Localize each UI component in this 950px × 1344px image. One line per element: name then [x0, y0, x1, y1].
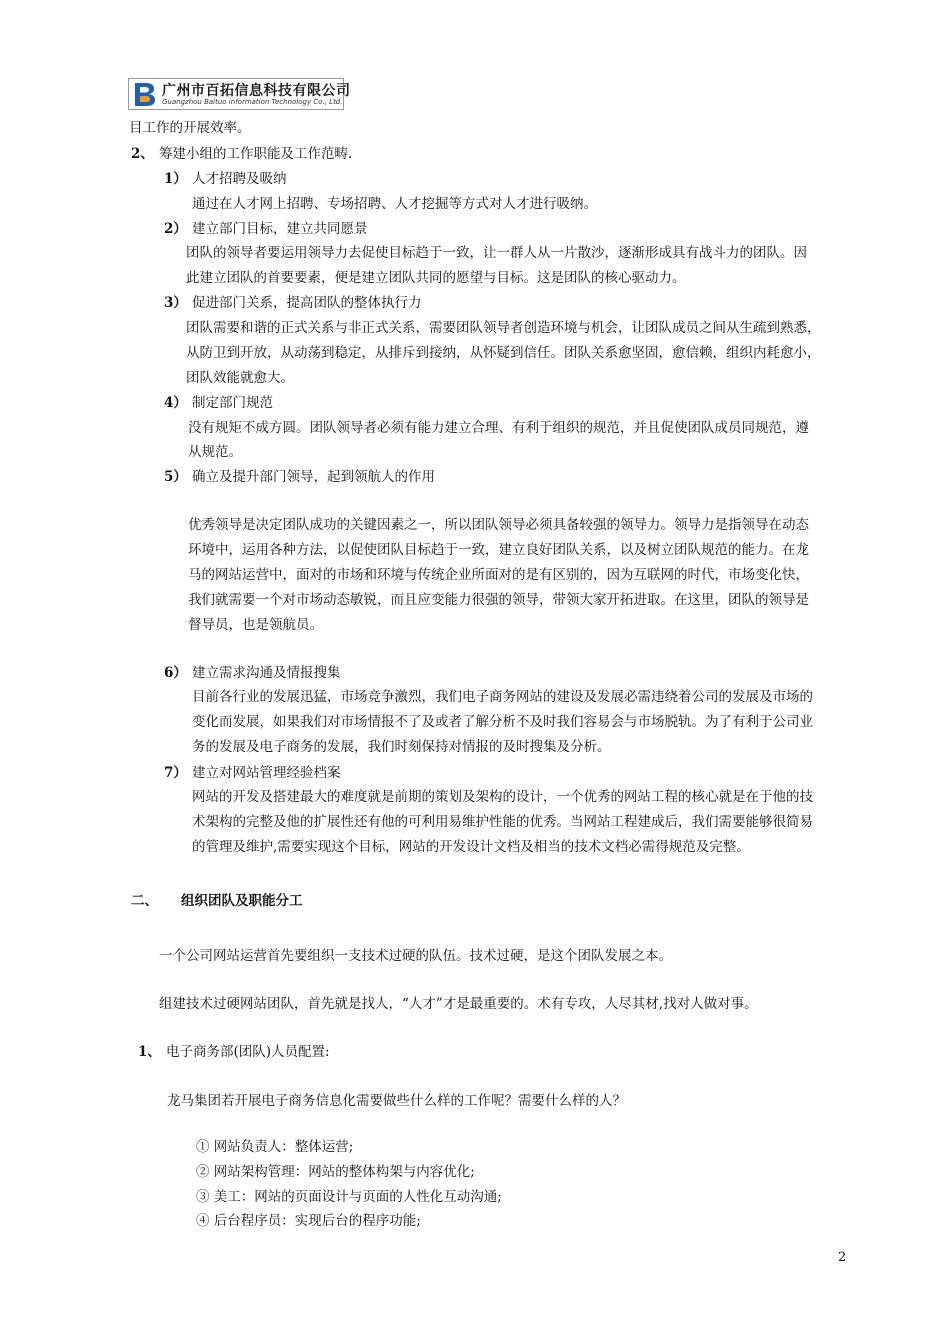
item-text: 团队效能就愈大。	[186, 370, 294, 386]
item-text: 此建立团队的首要要素，便是建立团队共同的愿望与目标。这是团队的核心驱动力。	[186, 270, 686, 286]
company-logo-mark-icon	[132, 81, 158, 108]
list-item: ③ 美工：网站的页面设计与页面的人性化互动沟通;	[196, 1189, 502, 1205]
item-number: 3）	[164, 295, 187, 311]
item-text: 我们就需要一个对市场动态敏锐，而且应变能力很强的领导，带领大家开拓进取。在这里，团队的领导是	[188, 592, 809, 608]
item-title: 建立部门目标，建立共同愿景	[192, 221, 368, 237]
item-number: 4）	[164, 395, 187, 411]
item-text: 从防卫到开放，从动荡到稳定，从排斥到接纳，从怀疑到信任。团队关系愈坚固，愈信赖，组织内耗愈小，	[186, 345, 821, 361]
subsection-heading: 电子商务部(团队)人员配置:	[166, 1044, 330, 1060]
section-heading: 筹建小组的工作职能及工作范畴.	[159, 146, 353, 162]
company-name-cn: 广州市百拓信息科技有限公司	[162, 83, 351, 99]
page-number: 2	[838, 1250, 847, 1265]
item-text: 优秀领导是决定团队成功的关键因素之一，所以团队领导必须具备较强的领导力。领导力是指领导在动态	[188, 517, 809, 533]
item-text: 从规范。	[188, 444, 242, 460]
item-number: 7）	[164, 765, 187, 781]
item-text: 网站的开发及搭建最大的难度就是前期的策划及架构的设计，一个优秀的网站工程的核心就是在于他的技	[192, 789, 813, 805]
item-title: 制定部门规范	[192, 395, 273, 411]
item-text: 务的发展及电子商务的发展，我们时刻保持对情报的及时搜集及分析。	[192, 739, 611, 755]
text-line: 目工作的开展效率。	[129, 120, 251, 136]
item-title: 建立对网站管理经验档案	[192, 765, 341, 781]
item-text: 通过在人才网上招聘、专场招聘、人才挖掘等方式对人才进行吸纳。	[192, 196, 597, 212]
item-text: 团队的领导者要运用领导力去促使目标趋于一致，让一群人从一片散沙，逐渐形成具有战斗力的团队。因	[186, 245, 807, 261]
list-item: ④ 后台程序员：实现后台的程序功能;	[196, 1213, 421, 1229]
item-title: 人才招聘及吸纳	[192, 171, 287, 187]
item-text: 团队需要和谐的正式关系与非正式关系，需要团队领导者创造环境与机会，让团队成员之间从生疏到熟悉，	[186, 320, 821, 336]
item-title: 建立需求沟通及情报搜集	[192, 665, 341, 681]
item-text: 变化而发展，如果我们对市场情报不了及或者了解分析不及时我们容易会与市场脱轨。为了有利于公司业	[192, 714, 813, 730]
list-item: ① 网站负责人：整体运营;	[196, 1139, 354, 1155]
paragraph: 组建技术过硬网站团队，首先就是找人，“人才”才是最重要的。术有专攻，人尽其材,找对人做对事。	[159, 996, 758, 1012]
item-number: 2）	[164, 221, 187, 237]
item-title: 促进部门关系，提高团队的整体执行力	[192, 295, 422, 311]
list-item: ② 网站架构管理：网站的整体构架与内容优化;	[196, 1164, 475, 1180]
item-text: 环境中，运用各种方法，以促使团队目标趋于一致，建立良好团队关系，以及树立团队规范的能力。在龙	[188, 542, 809, 558]
item-text: 马的网站运营中，面对的市场和环境与传统企业所面对的是有区别的，因为互联网的时代，市场变化快，	[188, 567, 809, 583]
subsection-number: 1、	[138, 1044, 161, 1060]
item-title: 确立及提升部门领导，起到领航人的作用	[192, 469, 435, 485]
paragraph: 龙马集团若开展电子商务信息化需要做些什么样的工作呢？需要什么样的人？	[167, 1093, 626, 1109]
item-number: 5）	[164, 469, 187, 485]
item-text: 术架构的完整及他的扩展性还有他的可利用易维护性能的优秀。当网站工程建成后，我们需要能够很简易	[192, 814, 813, 830]
item-text: 督导员，也是领航员。	[188, 617, 323, 633]
section-number: 二、	[131, 893, 158, 909]
paragraph: 一个公司网站运营首先要组织一支技术过硬的队伍。技术过硬，是这个团队发展之本。	[159, 948, 672, 964]
company-name-en: Guangzhou Baituo information Technology Co., Ltd.	[162, 98, 343, 106]
section-number: 2、	[131, 146, 154, 162]
item-text: 的管理及维护,需要实现这个目标，网站的开发设计文档及相当的技术文档必需得规范及完整。	[192, 839, 750, 855]
section-heading: 组织团队及职能分工	[181, 893, 303, 909]
item-number: 1）	[164, 171, 187, 187]
item-number: 6）	[164, 665, 187, 681]
item-text: 没有规矩不成方圆。团队领导者必须有能力建立合理、有利于组织的规范，并且促使团队成员同规范，遵	[188, 420, 809, 436]
company-logo	[128, 78, 351, 110]
item-text: 目前各行业的发展迅猛，市场竞争激烈，我们电子商务网站的建设及发展必需违绕着公司的发展及市场的	[192, 689, 813, 705]
